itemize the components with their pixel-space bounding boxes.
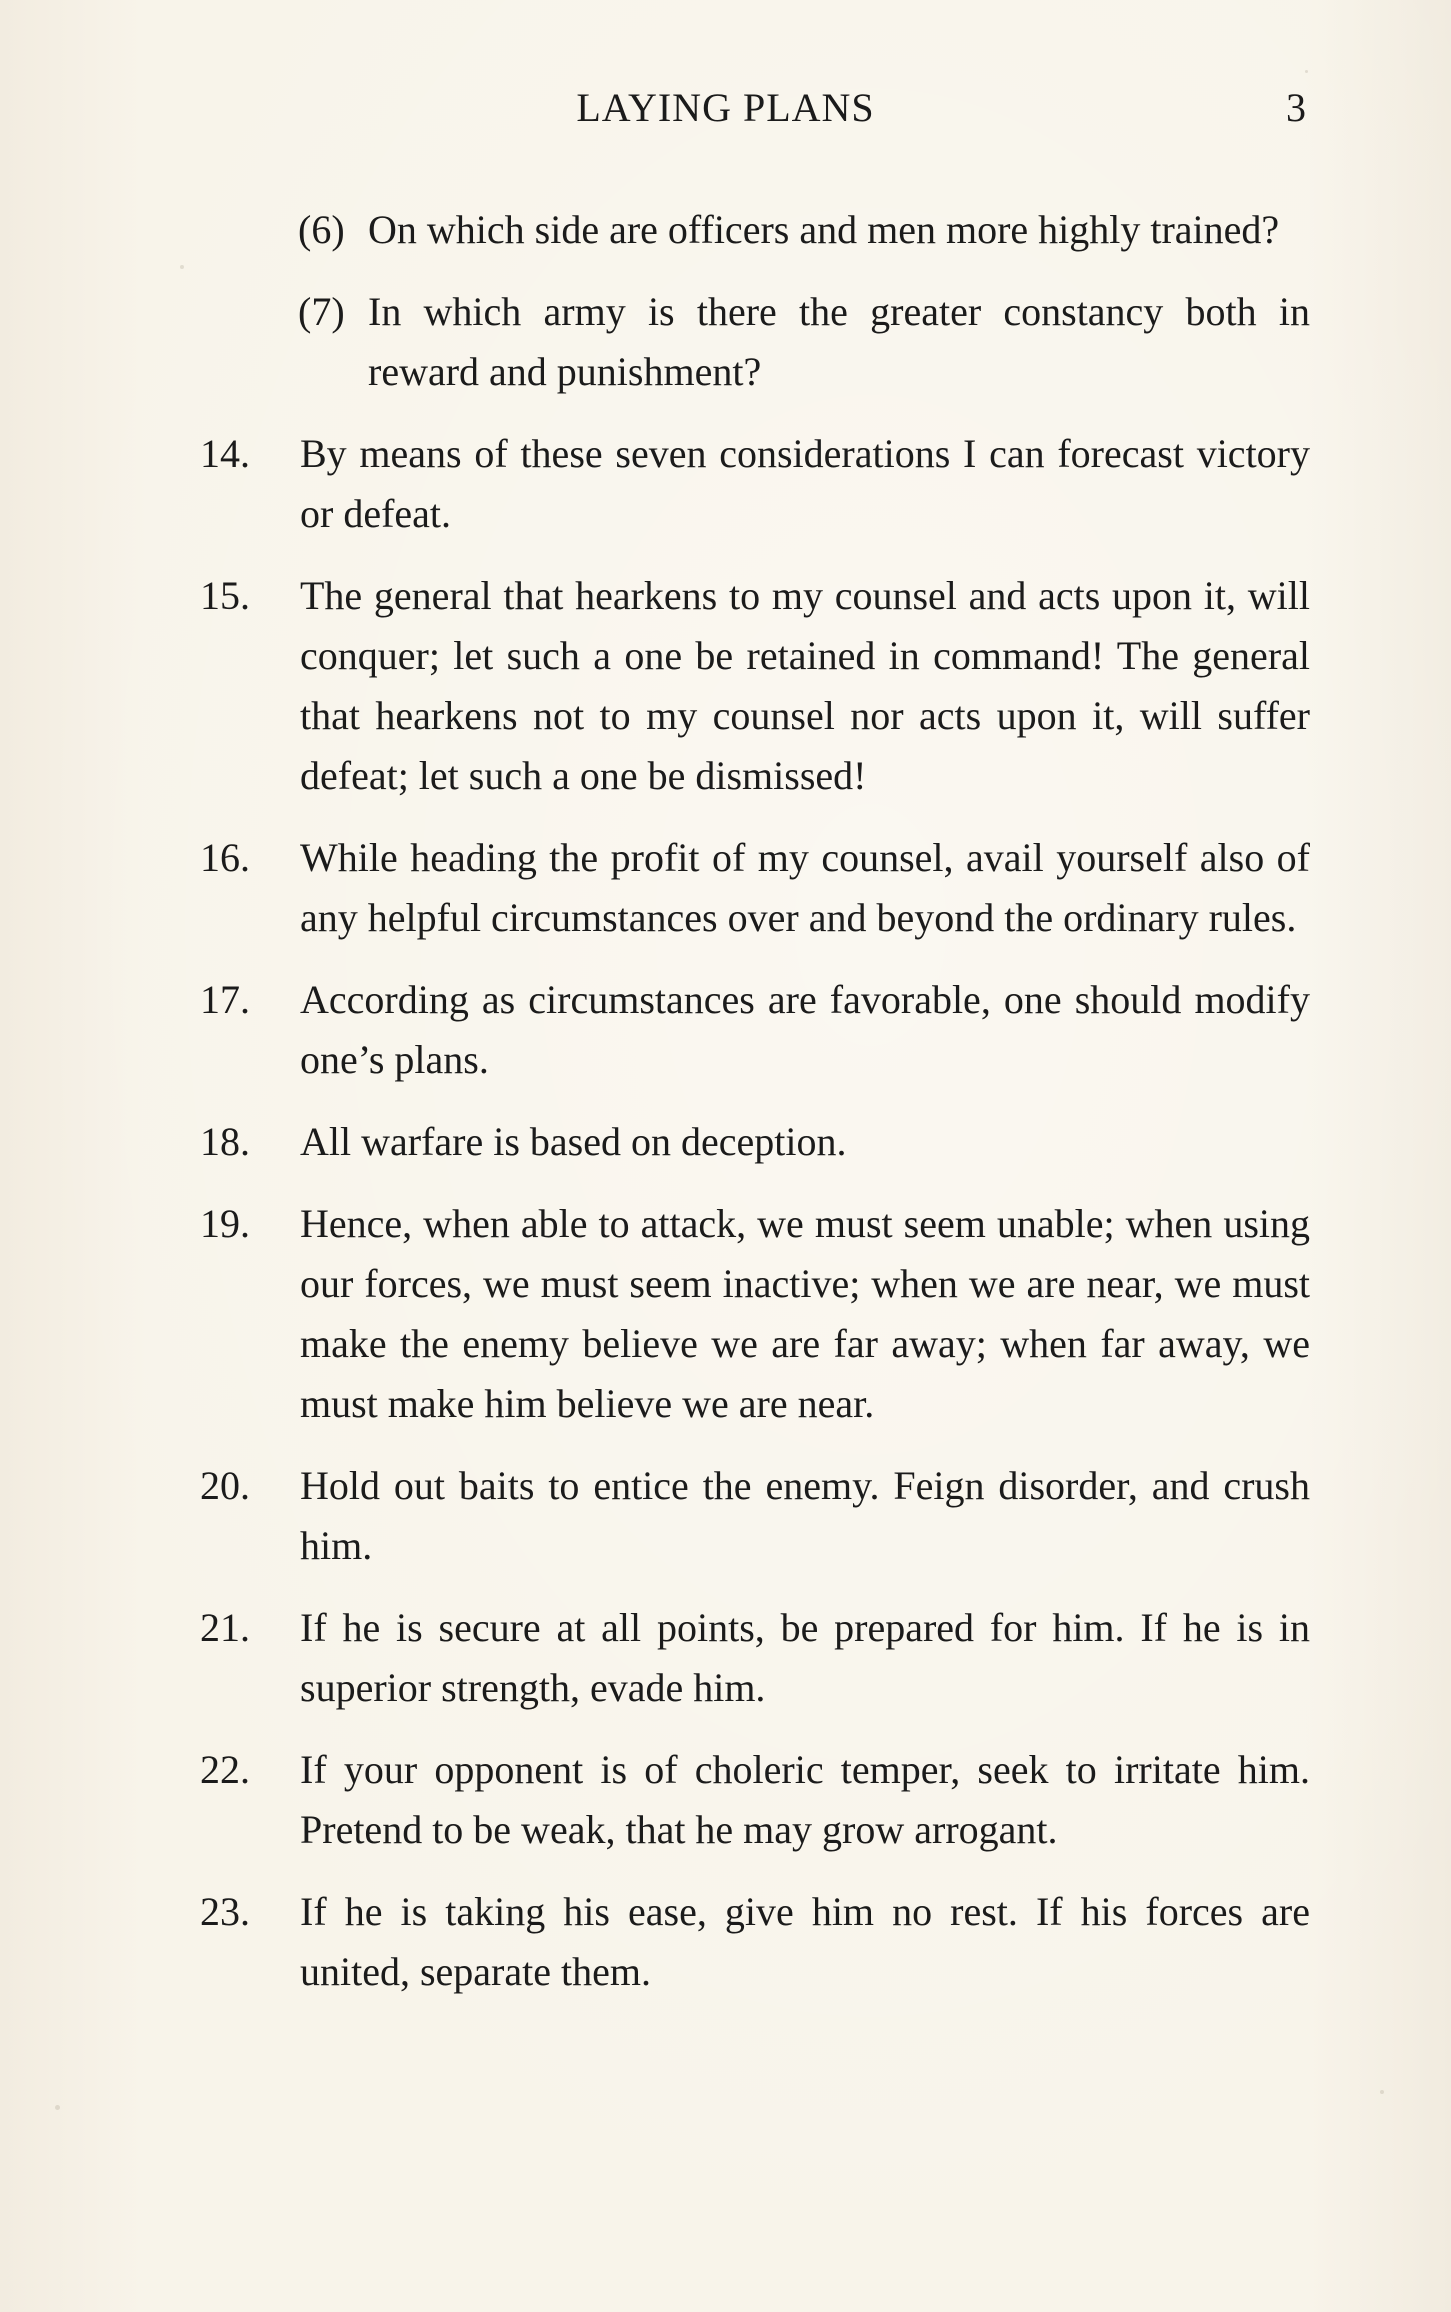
paper-speck bbox=[55, 2105, 60, 2110]
item-text: In which army is there the greater constancy both in reward and punishment? bbox=[368, 289, 1310, 394]
item-text: According as circumstances are favorable, one should modify one’s plans. bbox=[300, 977, 1310, 1082]
item-number: 21. bbox=[200, 1605, 250, 1650]
list-item bbox=[200, 828, 1310, 948]
list-item bbox=[200, 1598, 1310, 1718]
item-number: (6) bbox=[298, 207, 345, 252]
chapter-title: LAYING PLANS bbox=[576, 85, 875, 130]
item-text: While heading the profit of my counsel, avail yourself also of any helpful circumstances over and beyond the ordinary rules. bbox=[300, 835, 1310, 940]
item-number: 20. bbox=[200, 1463, 250, 1508]
item-number: 22. bbox=[200, 1747, 250, 1792]
list-item bbox=[200, 1112, 1310, 1172]
item-number: 18. bbox=[200, 1119, 250, 1164]
item-number: 19. bbox=[200, 1201, 250, 1246]
paper-speck bbox=[1380, 2090, 1384, 2094]
paper-speck bbox=[180, 265, 184, 269]
item-text: If he is secure at all points, be prepared for him. If he is in superior strength, evade him. bbox=[300, 1605, 1310, 1710]
list-item bbox=[200, 1456, 1310, 1576]
item-text: All warfare is based on deception. bbox=[300, 1119, 847, 1164]
list-item bbox=[200, 200, 1310, 260]
item-text: By means of these seven considerations I can forecast victory or defeat. bbox=[300, 431, 1310, 536]
item-number: 16. bbox=[200, 835, 250, 880]
item-text: Hence, when able to attack, we must seem unable; when using our forces, we must seem inactive; when we are near, we must make the enemy believe we are far away; when far away, we must make him believe we are near. bbox=[300, 1201, 1310, 1426]
list-item bbox=[200, 424, 1310, 544]
list-item bbox=[200, 970, 1310, 1090]
list-item bbox=[200, 1740, 1310, 1860]
list-item bbox=[200, 1194, 1310, 1434]
item-number: 17. bbox=[200, 977, 250, 1022]
item-number: 14. bbox=[200, 431, 250, 476]
running-head bbox=[0, 84, 1451, 144]
list-item bbox=[200, 1882, 1310, 2002]
list-item bbox=[200, 282, 1310, 402]
item-text: If he is taking his ease, give him no rest. If his forces are united, separate them. bbox=[300, 1889, 1310, 1994]
list-item bbox=[200, 566, 1310, 806]
item-text: The general that hearkens to my counsel and acts upon it, will conquer; let such a one be retained in command! The general that hearkens not to my counsel nor acts upon it, will suffer defeat; let such a one be dismissed! bbox=[300, 573, 1310, 798]
body-text bbox=[200, 200, 1310, 2024]
page-number: 3 bbox=[1286, 85, 1306, 130]
item-text: Hold out baits to entice the enemy. Feign disorder, and crush him. bbox=[300, 1463, 1310, 1568]
item-text: If your opponent is of choleric temper, seek to irritate him. Pretend to be weak, that he may grow arrogant. bbox=[300, 1747, 1310, 1852]
item-number: 15. bbox=[200, 573, 250, 618]
item-number: 23. bbox=[200, 1889, 250, 1934]
paper-speck bbox=[1305, 70, 1308, 73]
item-text: On which side are officers and men more highly trained? bbox=[368, 207, 1280, 252]
item-number: (7) bbox=[298, 289, 345, 334]
